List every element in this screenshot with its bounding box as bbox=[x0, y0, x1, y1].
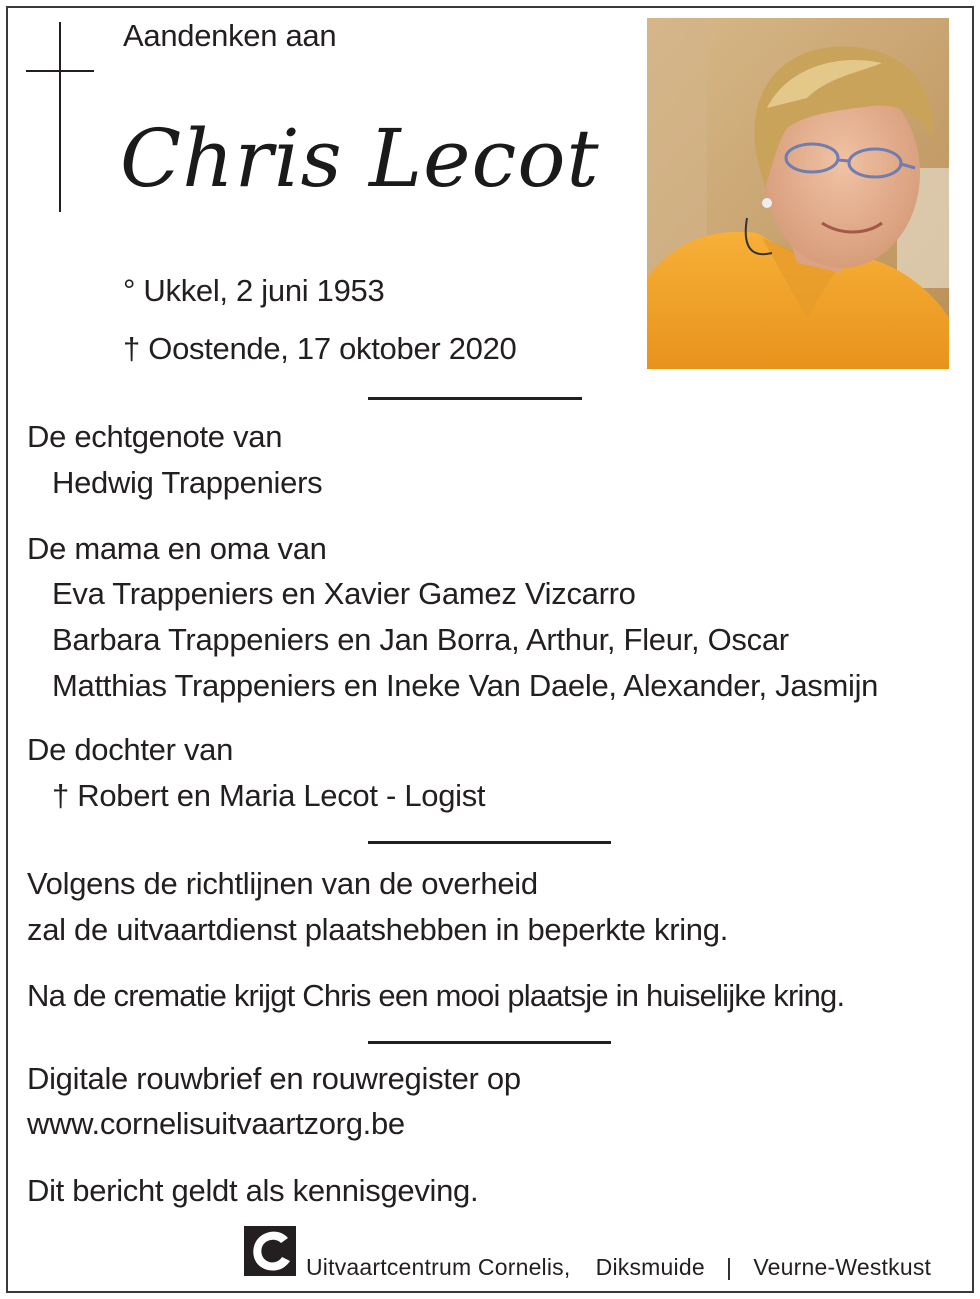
parents-names: † Robert en Maria Lecot - Logist bbox=[52, 778, 486, 813]
online-register-text: Digitale rouwbrief en rouwregister op bbox=[27, 1061, 521, 1096]
footer-company-line bbox=[306, 1254, 931, 1278]
divider-top bbox=[368, 397, 582, 400]
notice-line: zal de uitvaartdienst plaatshebben in beperkte kring. bbox=[27, 912, 729, 947]
deceased-name: Chris Lecot bbox=[120, 112, 600, 205]
footer-separator: | bbox=[726, 1254, 733, 1280]
in-memory-label: Aandenken aan bbox=[123, 18, 337, 53]
children-heading: De mama en oma van bbox=[27, 531, 327, 566]
child-line: Eva Trappeniers en Xavier Gamez Vizcarro bbox=[52, 576, 636, 611]
divider-middle bbox=[368, 841, 611, 844]
child-line: Matthias Trappeniers en Ineke Van Daele, Alexander, Jasmijn bbox=[52, 668, 879, 703]
website-link[interactable]: www.cornelisuitvaartzorg.be bbox=[27, 1106, 405, 1141]
spouse-heading: De echtgenote van bbox=[27, 419, 283, 454]
footer-location-diksmuide: Diksmuide bbox=[595, 1254, 705, 1280]
divider-bottom bbox=[368, 1041, 611, 1044]
footer-location-veurne: Veurne-Westkust bbox=[753, 1254, 932, 1280]
death-info: † Oostende, 17 oktober 2020 bbox=[123, 331, 517, 366]
parents-heading: De dochter van bbox=[27, 732, 234, 767]
birth-info: ° Ukkel, 2 juni 1953 bbox=[123, 273, 385, 308]
closing-text: Dit bericht geldt als kennisgeving. bbox=[27, 1173, 479, 1208]
child-line: Barbara Trappeniers en Jan Borra, Arthur, Fleur, Oscar bbox=[52, 622, 789, 657]
notice-line: Na de crematie krijgt Chris een mooi plaatsje in huiselijke kring. bbox=[27, 978, 845, 1013]
notice-line: Volgens de richtlijnen van de overheid bbox=[27, 866, 538, 901]
footer-company: Uitvaartcentrum Cornelis, bbox=[306, 1254, 571, 1280]
spouse-name: Hedwig Trappeniers bbox=[52, 465, 323, 500]
cornelis-logo-icon bbox=[244, 1226, 296, 1276]
portrait-photo bbox=[647, 18, 949, 369]
